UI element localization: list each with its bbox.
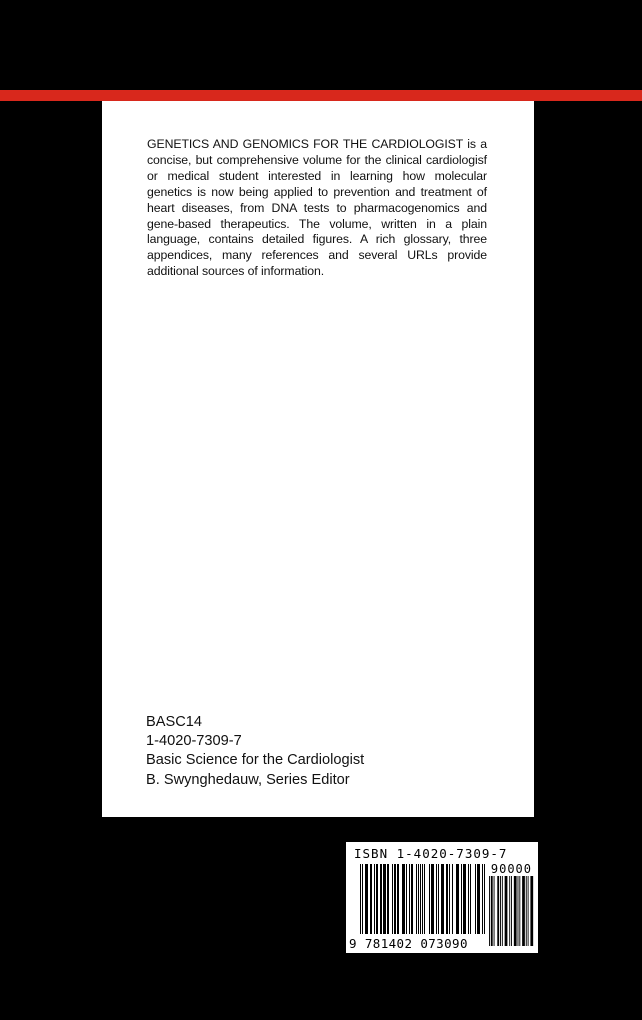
barcode-bar	[484, 864, 485, 934]
barcode-bar	[374, 864, 375, 934]
barcode-addon-bar	[500, 876, 501, 946]
barcode-addon-bar	[494, 876, 495, 946]
barcode-isbn: ISBN 1-4020-7309-7	[354, 846, 508, 861]
barcode-addon-bar	[530, 876, 533, 946]
barcode-addon-bar	[518, 876, 519, 946]
barcode-addon-bar	[489, 876, 490, 946]
barcode-bar	[422, 864, 423, 934]
isbn-number: 1-4020-7309-7	[146, 733, 242, 750]
barcode-bar	[409, 864, 410, 934]
series-info	[146, 713, 506, 790]
barcode-label	[346, 842, 538, 953]
barcode-addon-bar	[519, 876, 520, 946]
barcode-price-code: 90000	[490, 862, 532, 876]
barcode-bar	[380, 864, 382, 934]
barcode-bar	[420, 864, 421, 934]
barcode-bar	[387, 864, 389, 934]
barcode-bar	[402, 864, 405, 934]
barcode-bar	[449, 864, 450, 934]
barcode-addon-bar	[528, 876, 529, 946]
barcode-addon-bar	[502, 876, 503, 946]
barcode-bar	[406, 864, 407, 934]
series-code: BASC14	[146, 714, 202, 730]
barcode-bar	[418, 864, 419, 934]
barcode-bar	[441, 864, 444, 934]
barcode-bar	[468, 864, 469, 934]
barcode-bar	[376, 864, 378, 934]
barcode-addon-bar	[514, 876, 517, 946]
barcode-bar	[383, 864, 386, 934]
barcode-bar	[475, 864, 476, 934]
barcode-bar	[392, 864, 393, 934]
barcode-addon-bar	[526, 876, 527, 946]
barcode-ean-digits: 9 781402 073090	[349, 936, 468, 951]
barcode-bar	[463, 864, 466, 934]
barcode-bar	[470, 864, 471, 934]
red-accent-stripe	[0, 90, 642, 101]
book-blurb: GENETICS AND GENOMICS FOR THE CARDIOLOGIST is a concise, but comprehensive volume for the clinical cardiologisf or medical student interested in learning how molecular genetics is now being applied to prevention and treatment of heart diseases, from DNA tests to pharmacogenomics and gene-based therapeutics. The volume, written in a plain language, contains detailed figures. A rich glossary, three appendices, many references and several URLs provide additional sources of information.	[147, 137, 487, 279]
barcode-bar	[477, 864, 480, 934]
barcode-bar	[411, 864, 413, 934]
barcode-bar	[365, 864, 368, 934]
barcode-bar	[456, 864, 459, 934]
barcode-bar	[360, 864, 361, 934]
barcode-bar	[397, 864, 399, 934]
barcode-bar	[438, 864, 439, 934]
barcode-addon-bar	[505, 876, 508, 946]
barcode-bar	[436, 864, 437, 934]
barcode-bar	[482, 864, 483, 934]
barcode-addon-bar	[497, 876, 499, 946]
barcode-bar	[461, 864, 462, 934]
barcode-bar	[370, 864, 372, 934]
barcode-addon-bar	[491, 876, 493, 946]
barcode-bar	[452, 864, 453, 934]
series-title: Basic Science for the Cardiologist	[146, 752, 365, 769]
barcode-addon-bar	[509, 876, 510, 946]
barcode-bar	[362, 864, 363, 934]
barcode-bar	[446, 864, 448, 934]
barcode-addon-bar	[511, 876, 512, 946]
series-editor: B. Swynghedauw, Series Editor	[146, 771, 350, 788]
barcode-bar	[394, 864, 396, 934]
barcode-bar	[424, 864, 425, 934]
barcode-bar	[431, 864, 434, 934]
barcode-bar	[416, 864, 417, 934]
barcode-bar	[429, 864, 430, 934]
barcode-addon-bar	[522, 876, 525, 946]
